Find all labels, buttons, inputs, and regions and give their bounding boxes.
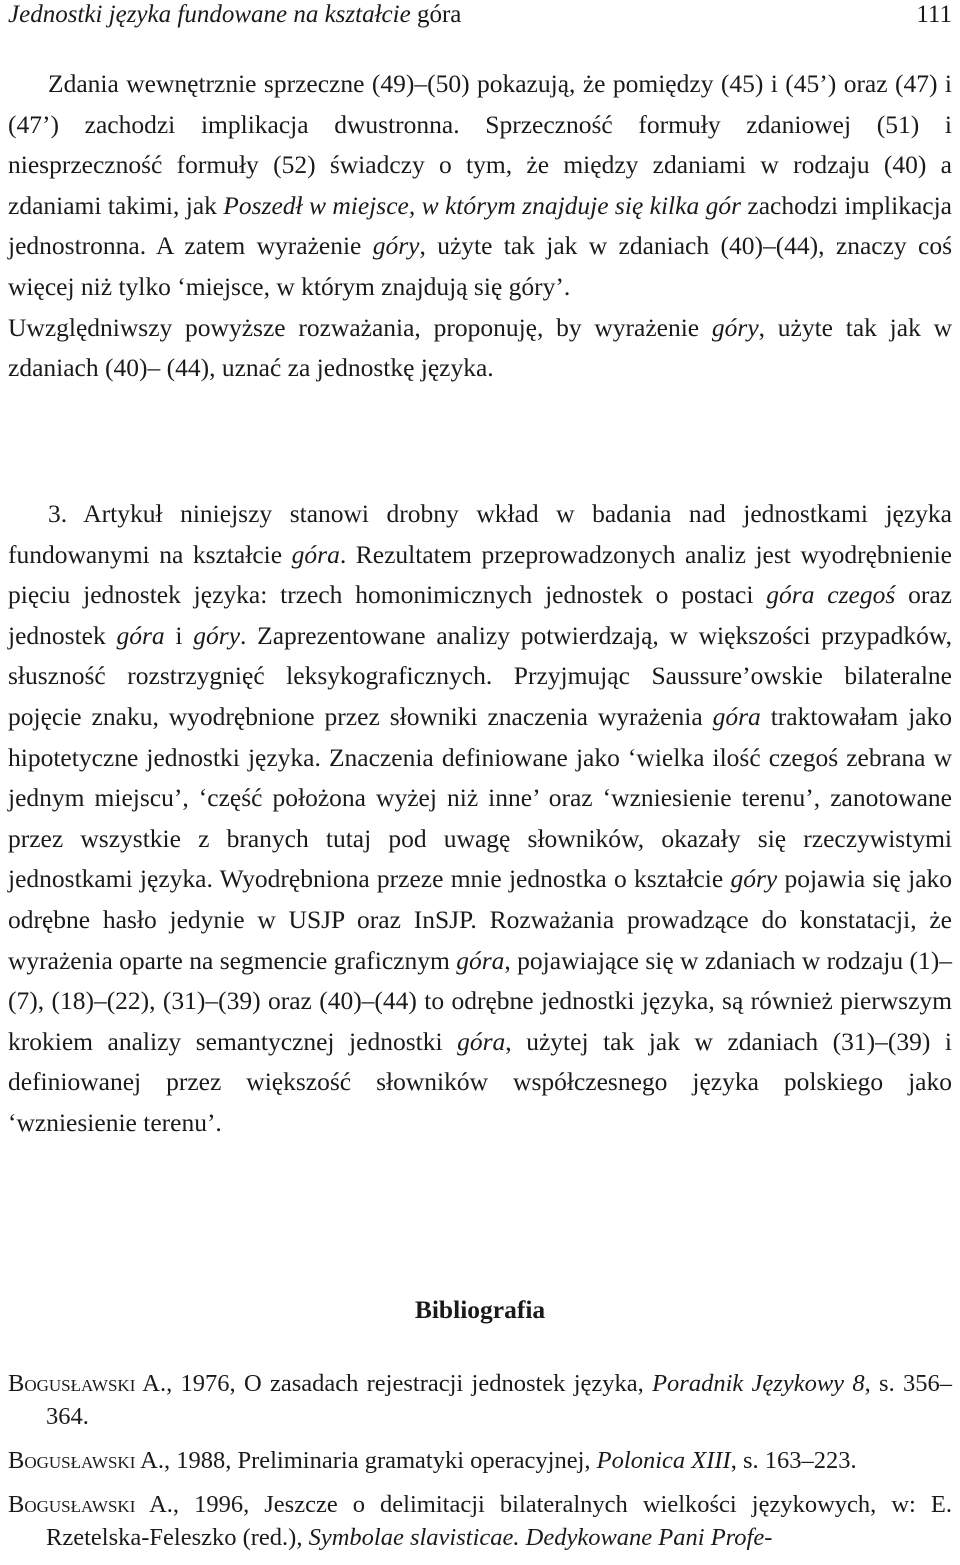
italic-term: góry: [372, 231, 420, 261]
italic-term: góra: [457, 1026, 506, 1056]
italic-term: góry: [730, 864, 778, 894]
running-title-italic: Jednostki języka fundowane na kształcie: [8, 1, 411, 28]
text-run: pojawia się jako odrębne hasło jedynie w USJP oraz InSJP. Rozważania prowadzące do konstatacji, że wyrażenia oparte na segmencie graficznym: [8, 864, 953, 975]
italic-example: Poszedł w miejsce, w którym znajduje się kilka gór: [223, 190, 741, 220]
text-run: . Zaprezentowane analizy potwierdzają, w większości przypadków, słuszność rozstrzygnięć leksykograficznych. Przyjmując Saussure’owskie bilateralne pojęcie znaku, wyodrębnione przez słowniki znaczenia wyrażenia: [8, 620, 953, 731]
bibliography-heading: Bibliografia: [414, 1295, 546, 1324]
italic-term: góra czegoś: [766, 580, 896, 610]
text-run: , użytej tak jak w zdaniach (31)–(39) i definiowanej przez większość słowników współczesnego języka polskiego jako ‘wzniesienie terenu’.: [8, 1026, 953, 1137]
paragraph-contradictory-sentences: [8, 64, 952, 308]
text-run: Zdania wewnętrznie sprzeczne (49)–(50) pokazują, że pomiędzy (45) i (45’) oraz (47) i (47’) zachodzi implikacja dwustronna. Sprzeczność formuły zdaniowej (51) i niesprzeczność formuły (52) świadczy o tym, że między zdaniami w rodzaju (40) a zdaniami takimi, jak: [8, 69, 952, 220]
paragraph-proposal: [8, 308, 952, 389]
text-run: i: [175, 620, 183, 650]
text-run: , użyte tak jak w zdaniach (40)– (44), uznać za jednostkę języka.: [8, 312, 952, 383]
bibliography-list: [8, 1367, 952, 1565]
running-title-plain: góra: [416, 1, 462, 28]
text-run: traktowałam jako hipotetyczne jednostki języka. Znaczenia definiowane jako ‘wielka ilość czegoś zebrana w jednym miejscu’, ‘część położona wyżej niż inne’ oraz ‘wzniesienie terenu’, zanotowane przez wszystkie z branych tutaj pod uwagę słowników, okazały się rzeczywistymi jednostkami języka. Wyodrębniona przeze mnie jednostka o kształcie: [8, 701, 953, 894]
italic-term: góry: [193, 620, 241, 650]
text-run: oraz jednostek: [8, 580, 952, 650]
text-run: zachodzi implikacja jednostronna. A zatem wyrażenie: [8, 190, 952, 261]
running-title: [8, 0, 461, 30]
text-run: 3. Artykuł niniejszy stanowi drobny wkład w badania nad jednostkami języka fundowanymi na kształcie: [8, 499, 952, 569]
bibliography-entry: [8, 1488, 952, 1554]
entry-end: , s. 356–364.: [46, 1370, 952, 1430]
entry-text: , 1988, Preliminaria gramatyki operacyjnej,: [163, 1447, 591, 1474]
entry-source: Poradnik Językowy 8: [652, 1370, 865, 1397]
entry-text: , 1996, Jeszcze o delimitacji bilateralnych wielkości językowych, w: E. Rzetelska-Feleszko (red.),: [46, 1491, 952, 1551]
paragraph-conclusion: [8, 494, 952, 1144]
italic-term: góra: [456, 945, 505, 975]
page-number: 111: [916, 1, 952, 28]
entry-author: Bogusławski A.: [8, 1491, 173, 1518]
bibliography-entry: [8, 1444, 952, 1477]
text-run: , użyte tak jak w zdaniach (40)–(44), znaczy coś więcej niż tylko ‘miejsce, w którym znajdują się góry’.: [8, 231, 952, 301]
entry-author: Bogusławski A.: [8, 1370, 167, 1397]
entry-text: , 1976, O zasadach rejestracji jednostek języka,: [166, 1370, 644, 1397]
italic-term: góra: [116, 620, 165, 650]
entry-author: Bogusławski A.: [8, 1447, 164, 1474]
entry-end: , s. 163–223.: [730, 1447, 857, 1474]
italic-term: góra: [291, 539, 340, 569]
entry-source: Polonica XIII: [596, 1447, 731, 1474]
section-one-text: [8, 64, 952, 389]
running-header: [8, 0, 952, 36]
italic-term: góra: [712, 701, 761, 731]
italic-term: góry: [711, 312, 759, 342]
text-run: . Rezultatem przeprowadzonych analiz jest wyodrębnienie pięciu jednostek języka: trzech homonimicznych jednostek o postaci: [8, 539, 952, 610]
text-run: , pojawiające się w zdaniach w rodzaju (1)–(7), (18)–(22), (31)–(39) oraz (40)–(44) to odrębne jednostki języka, są również pierwszym krokiem analizy semantycznej jednostki: [8, 945, 952, 1056]
section-three-text: [8, 494, 952, 1144]
text-run: Uwzględniwszy powyższe rozważania, proponuję, by wyrażenie: [8, 312, 700, 342]
entry-source: Symbolae slavisticae. Dedykowane Pani Profe-: [308, 1524, 773, 1551]
bibliography-entry: [8, 1367, 952, 1433]
